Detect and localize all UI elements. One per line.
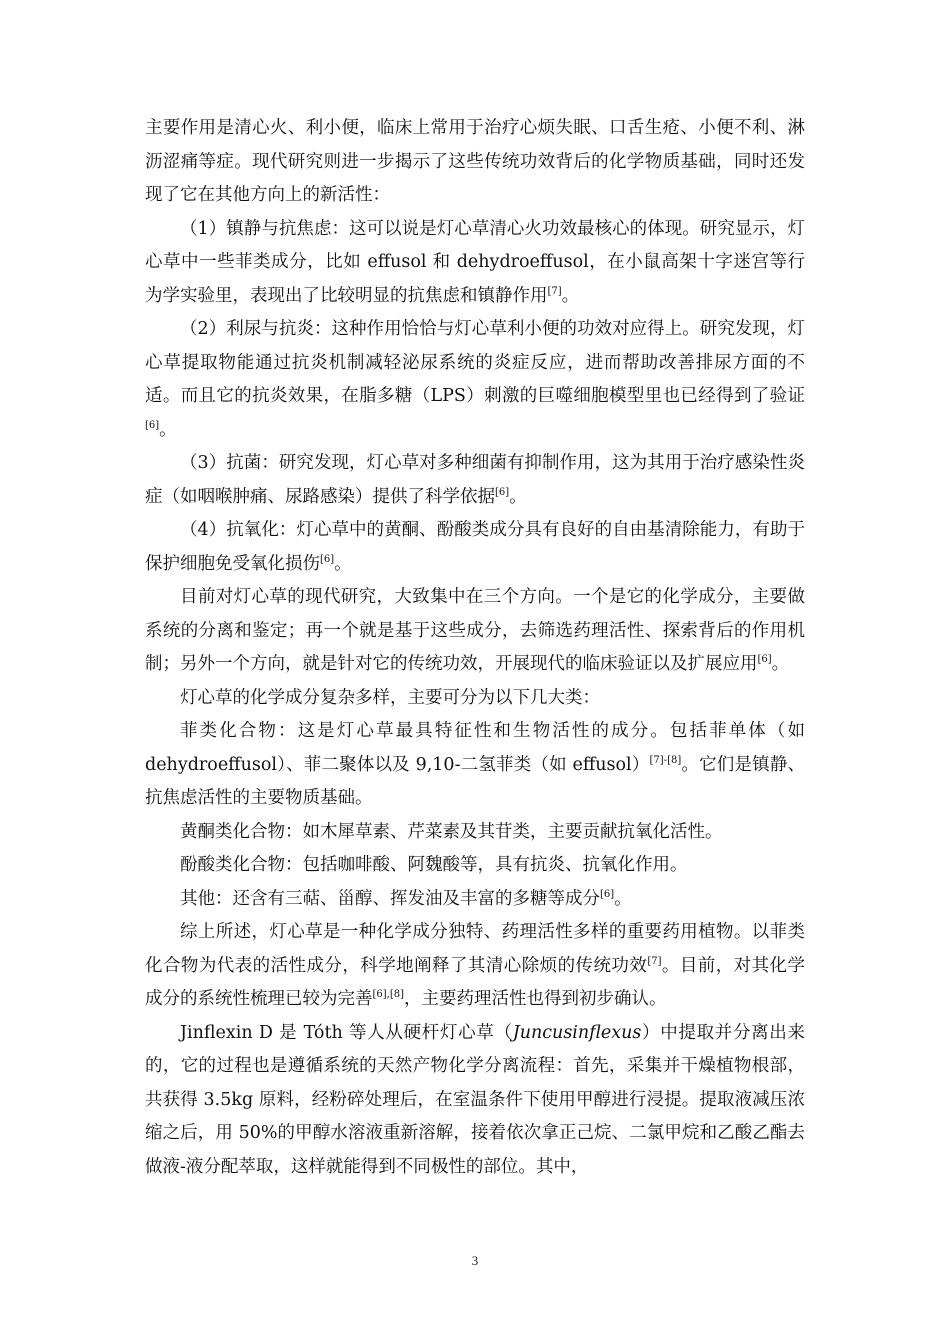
paragraph-diuretic: （2）利尿与抗炎：这种作用恰恰与灯心草利小便的功效对应得上。研究发现，灯心草提取物能通过抗炎机制减轻泌尿系统的炎症反应，进而帮助改善排尿方面的不适。而且它的抗炎效果，在脂多糖（LPS）刺激的巨噬细胞模型里也已经得到了验证[6]。 [145,319,805,440]
citation[interactable]: [7] [647,955,662,967]
paragraph-sedative: （1）镇静与抗焦虑：这可以说是灯心草清心火功效最核心的体现。研究显示，灯心草中一些菲类成分，比如 effusol 和 dehydroeffusol，在小鼠高架十字迷宫等行为学实验里，表现出了比较明显的抗焦虑和镇静作用[7]。 [145,218,805,306]
paragraph: 灯心草的化学成分复杂多样，主要可分为以下几大类： [180,687,600,708]
paragraph-phenanthrenes: 菲类化合物：这是灯心草最具特征性和生物活性的成分。包括菲单体（如 dehydroeffusol）、菲二聚体以及 9,10-二氢菲类（如 effusol）[7]-[8]。它们是镇静、抗焦虑活性的主要物质基础。 [145,721,806,808]
paragraph-others: 其他：还含有三萜、甾醇、挥发油及丰富的多糖等成分[6]。 [180,888,632,909]
paragraph-jinflexin: Jinflexin D 是 Tóth 等人从硬杆灯心草（Juncusinflexus）中提取并分离出来的，它的过程也是遵循系统的天然产物化学分离流程：首先，采集并干燥植物根部，共获得 3.5kg 原料，经粉碎处理后，在室温条件下使用甲醇进行浸提。提取液减压浓缩之后，用 50%的甲醇水溶液重新溶解，接着依次拿正己烷、二氯甲烷和乙酸乙酯去做液-液分配萃取，这样就能得到不同极性的部位。其中， [145,1022,805,1177]
paragraph-antibacterial: （3）抗菌：研究发现，灯心草对多种细菌有抑制作用，这为其用于治疗感染性炎症（如咽喉肿痛、尿路感染）提供了科学依据[6]。 [145,453,805,507]
citation[interactable]: [6] [757,654,772,666]
citation[interactable]: [6] [600,888,615,900]
paragraph: 主要作用是清心火、利小便，临床上常用于治疗心烦失眠、口舌生疮、小便不利、淋沥涩痛等症。现代研究则进一步揭示了这些传统功效背后的化学物质基础，同时还发现了它在其他方向上的新活性： [145,118,805,205]
citation[interactable]: [6] [145,419,160,431]
citation[interactable]: [6] [320,553,335,565]
paragraph-summary: 综上所述，灯心草是一种化学成分独特、药理活性多样的重要药用植物。以菲类化合物为代表的活性成分，科学地阐释了其清心除烦的传统功效[7]。目前，对其化学成分的系统性梳理已较为完善[6],[8]，主要药理活性也得到初步确认。 [145,922,806,1009]
page-number: 3 [471,1253,479,1268]
citation[interactable]: [6],[8] [372,989,405,1001]
paragraph-phenolic-acids: 酚酸类化合物：包括咖啡酸、阿魏酸等，具有抗炎、抗氧化作用。 [180,855,688,875]
body-text [145,112,805,1184]
paragraph-antioxidant: （4）抗氧化：灯心草中的黄酮、酚酸类成分具有良好的自由基清除能力，有助于保护细胞免受氧化损伤[6]。 [145,520,805,574]
citation[interactable]: [7]-[8] [649,754,682,766]
paragraph-research-directions: 目前对灯心草的现代研究，大致集中在三个方向。一个是它的化学成分，主要做系统的分离和鉴定；再一个就是基于这些成分，去筛选药理活性、探索背后的作用机制；另外一个方向，就是针对它的传统功效，开展现代的临床验证以及扩展应用[6]。 [145,587,805,674]
citation[interactable]: [6] [495,486,510,498]
species-name: Juncusinflexus [512,1022,642,1043]
citation[interactable]: [7] [547,285,562,297]
paragraph-flavonoids: 黄酮类化合物：如木犀草素、芹菜素及其苷类，主要贡献抗氧化活性。 [180,821,723,842]
